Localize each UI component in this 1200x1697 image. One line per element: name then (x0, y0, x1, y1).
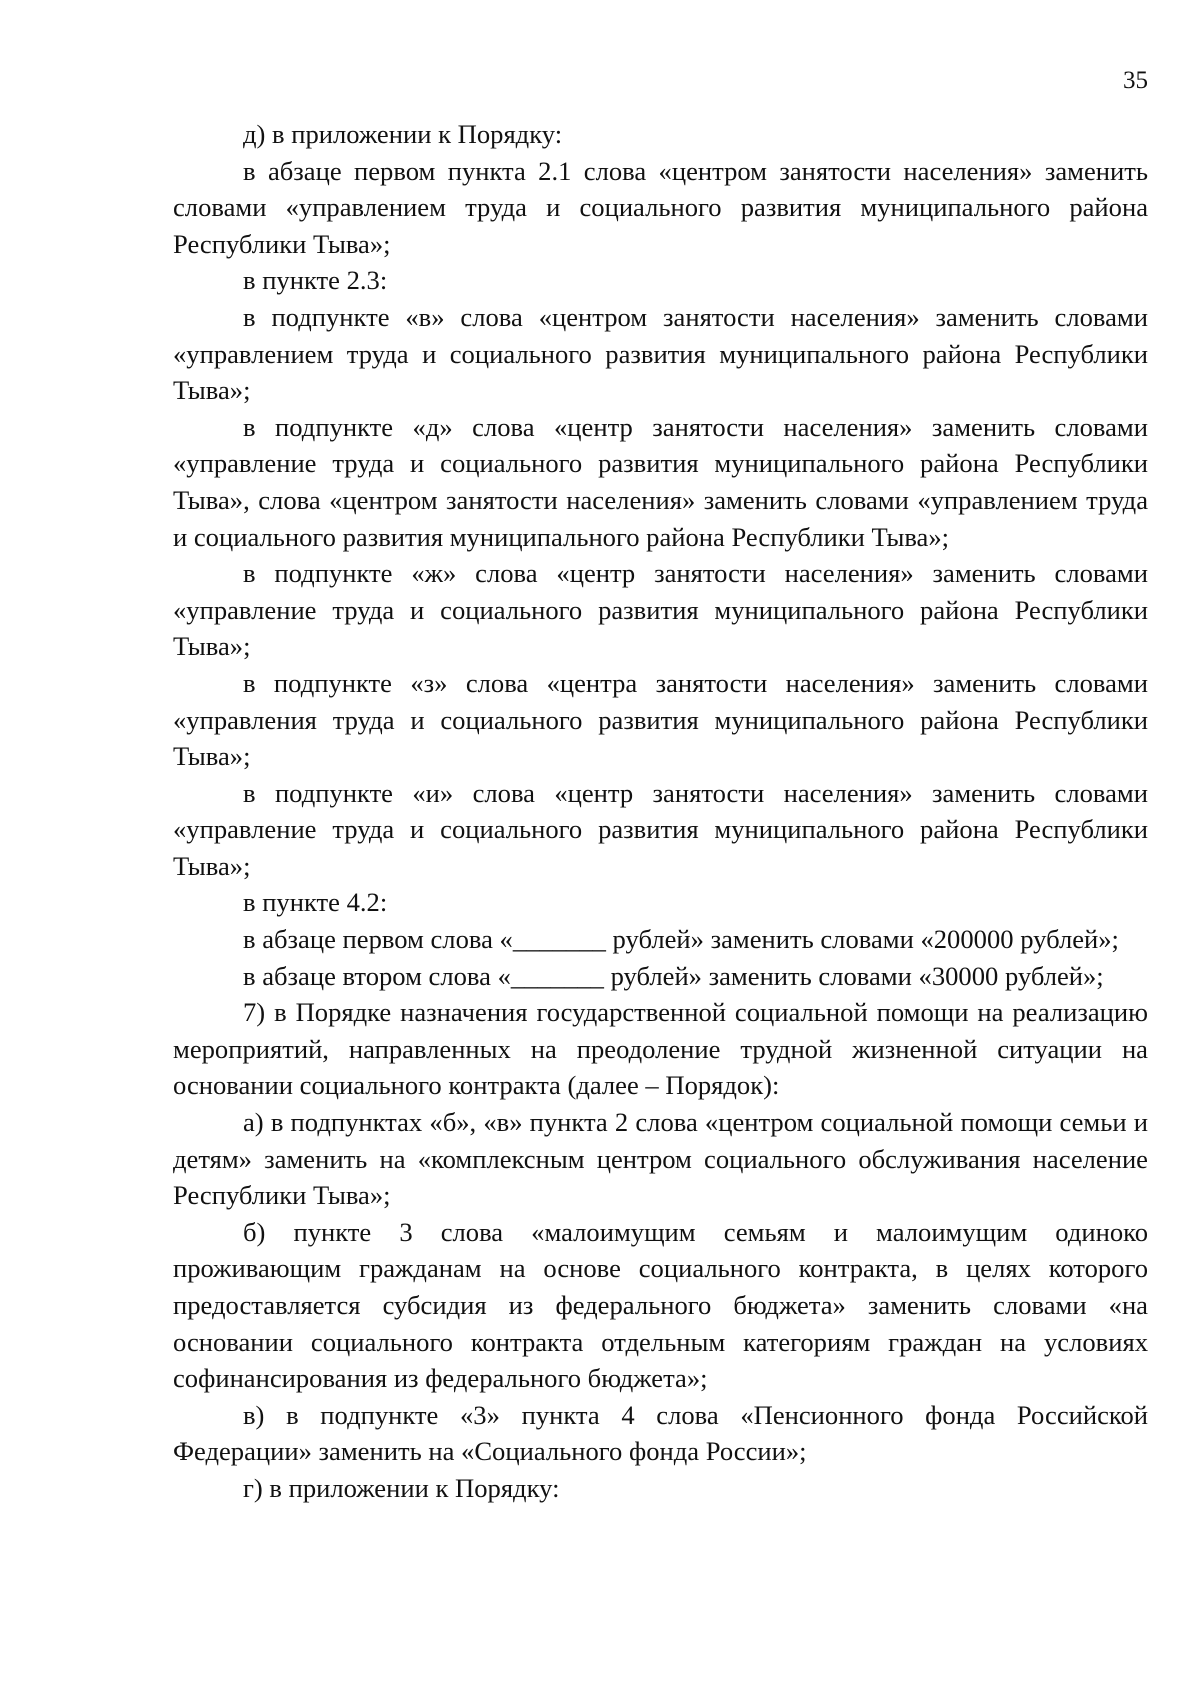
paragraph: в) в подпункте «3» пункта 4 слова «Пенсионного фонда Российской Федерации» заменить на «Социального фонда России»; (173, 1399, 1148, 1467)
paragraph: в пункте 2.3: (243, 265, 388, 296)
paragraph: в абзаце первом пункта 2.1 слова «центром занятости населения» заменить словами «управлением труда и социального развития муниципального района Республики Тыва»; (173, 155, 1148, 259)
paragraph: д) в приложении к Порядку: (243, 119, 563, 149)
paragraph: г) в приложении к Порядку: (243, 1472, 560, 1503)
paragraph: а) в подпунктах «б», «в» пункта 2 слова «центром социальной помощи семьи и детям» заменить на «комплексным центром социального обслуживания население Республики Тыва»; (173, 1107, 1148, 1211)
paragraph: в пункте 4.2: (243, 887, 388, 918)
paragraph: б) пункте 3 слова «малоимущим семьям и малоимущим одиноко проживающим гражданам на основе социального контракта, в целях которого предоставляется субсидия из федерального бюджета» заменить словами «на основании социального контракта отдельным категориям граждан на условиях софинансирования из федерального бюджета»; (173, 1216, 1148, 1394)
document-body (173, 116, 1148, 1507)
paragraph: 7) в Порядке назначения государственной социальной помощи на реализацию мероприятий, направленных на преодоление трудной жизненной ситуации на основании социального контракта (далее – Порядок): (173, 997, 1148, 1101)
paragraph: в подпункте «д» слова «центр занятости населения» заменить словами «управление труда и социального развития муниципального района Республики Тыва», слова «центром занятости населения» заменить словами «управлением труда и социального развития муниципального района Республики Тыва»; (173, 411, 1148, 552)
paragraph: в абзаце первом слова «_______ рублей» заменить словами «200000 рублей»; (243, 924, 1119, 955)
page-number: 35 (1123, 67, 1148, 94)
paragraph: в подпункте «ж» слова «центр занятости населения» заменить словами «управление труда и социального развития муниципального района Республики Тыва»; (173, 558, 1148, 662)
paragraph: в подпункте «в» слова «центром занятости населения» заменить словами «управлением труда и социального развития муниципального района Республики Тыва»; (173, 301, 1148, 406)
paragraph: в абзаце втором слова «_______ рублей» заменить словами «30000 рублей»; (243, 960, 1104, 991)
paragraph: в подпункте «и» слова «центр занятости населения» заменить словами «управление труда и социального развития муниципального района Республики Тыва»; (173, 777, 1148, 881)
paragraph: в подпункте «з» слова «центра занятости населения» заменить словами «управления труда и социального развития муниципального района Республики Тыва»; (173, 667, 1148, 772)
